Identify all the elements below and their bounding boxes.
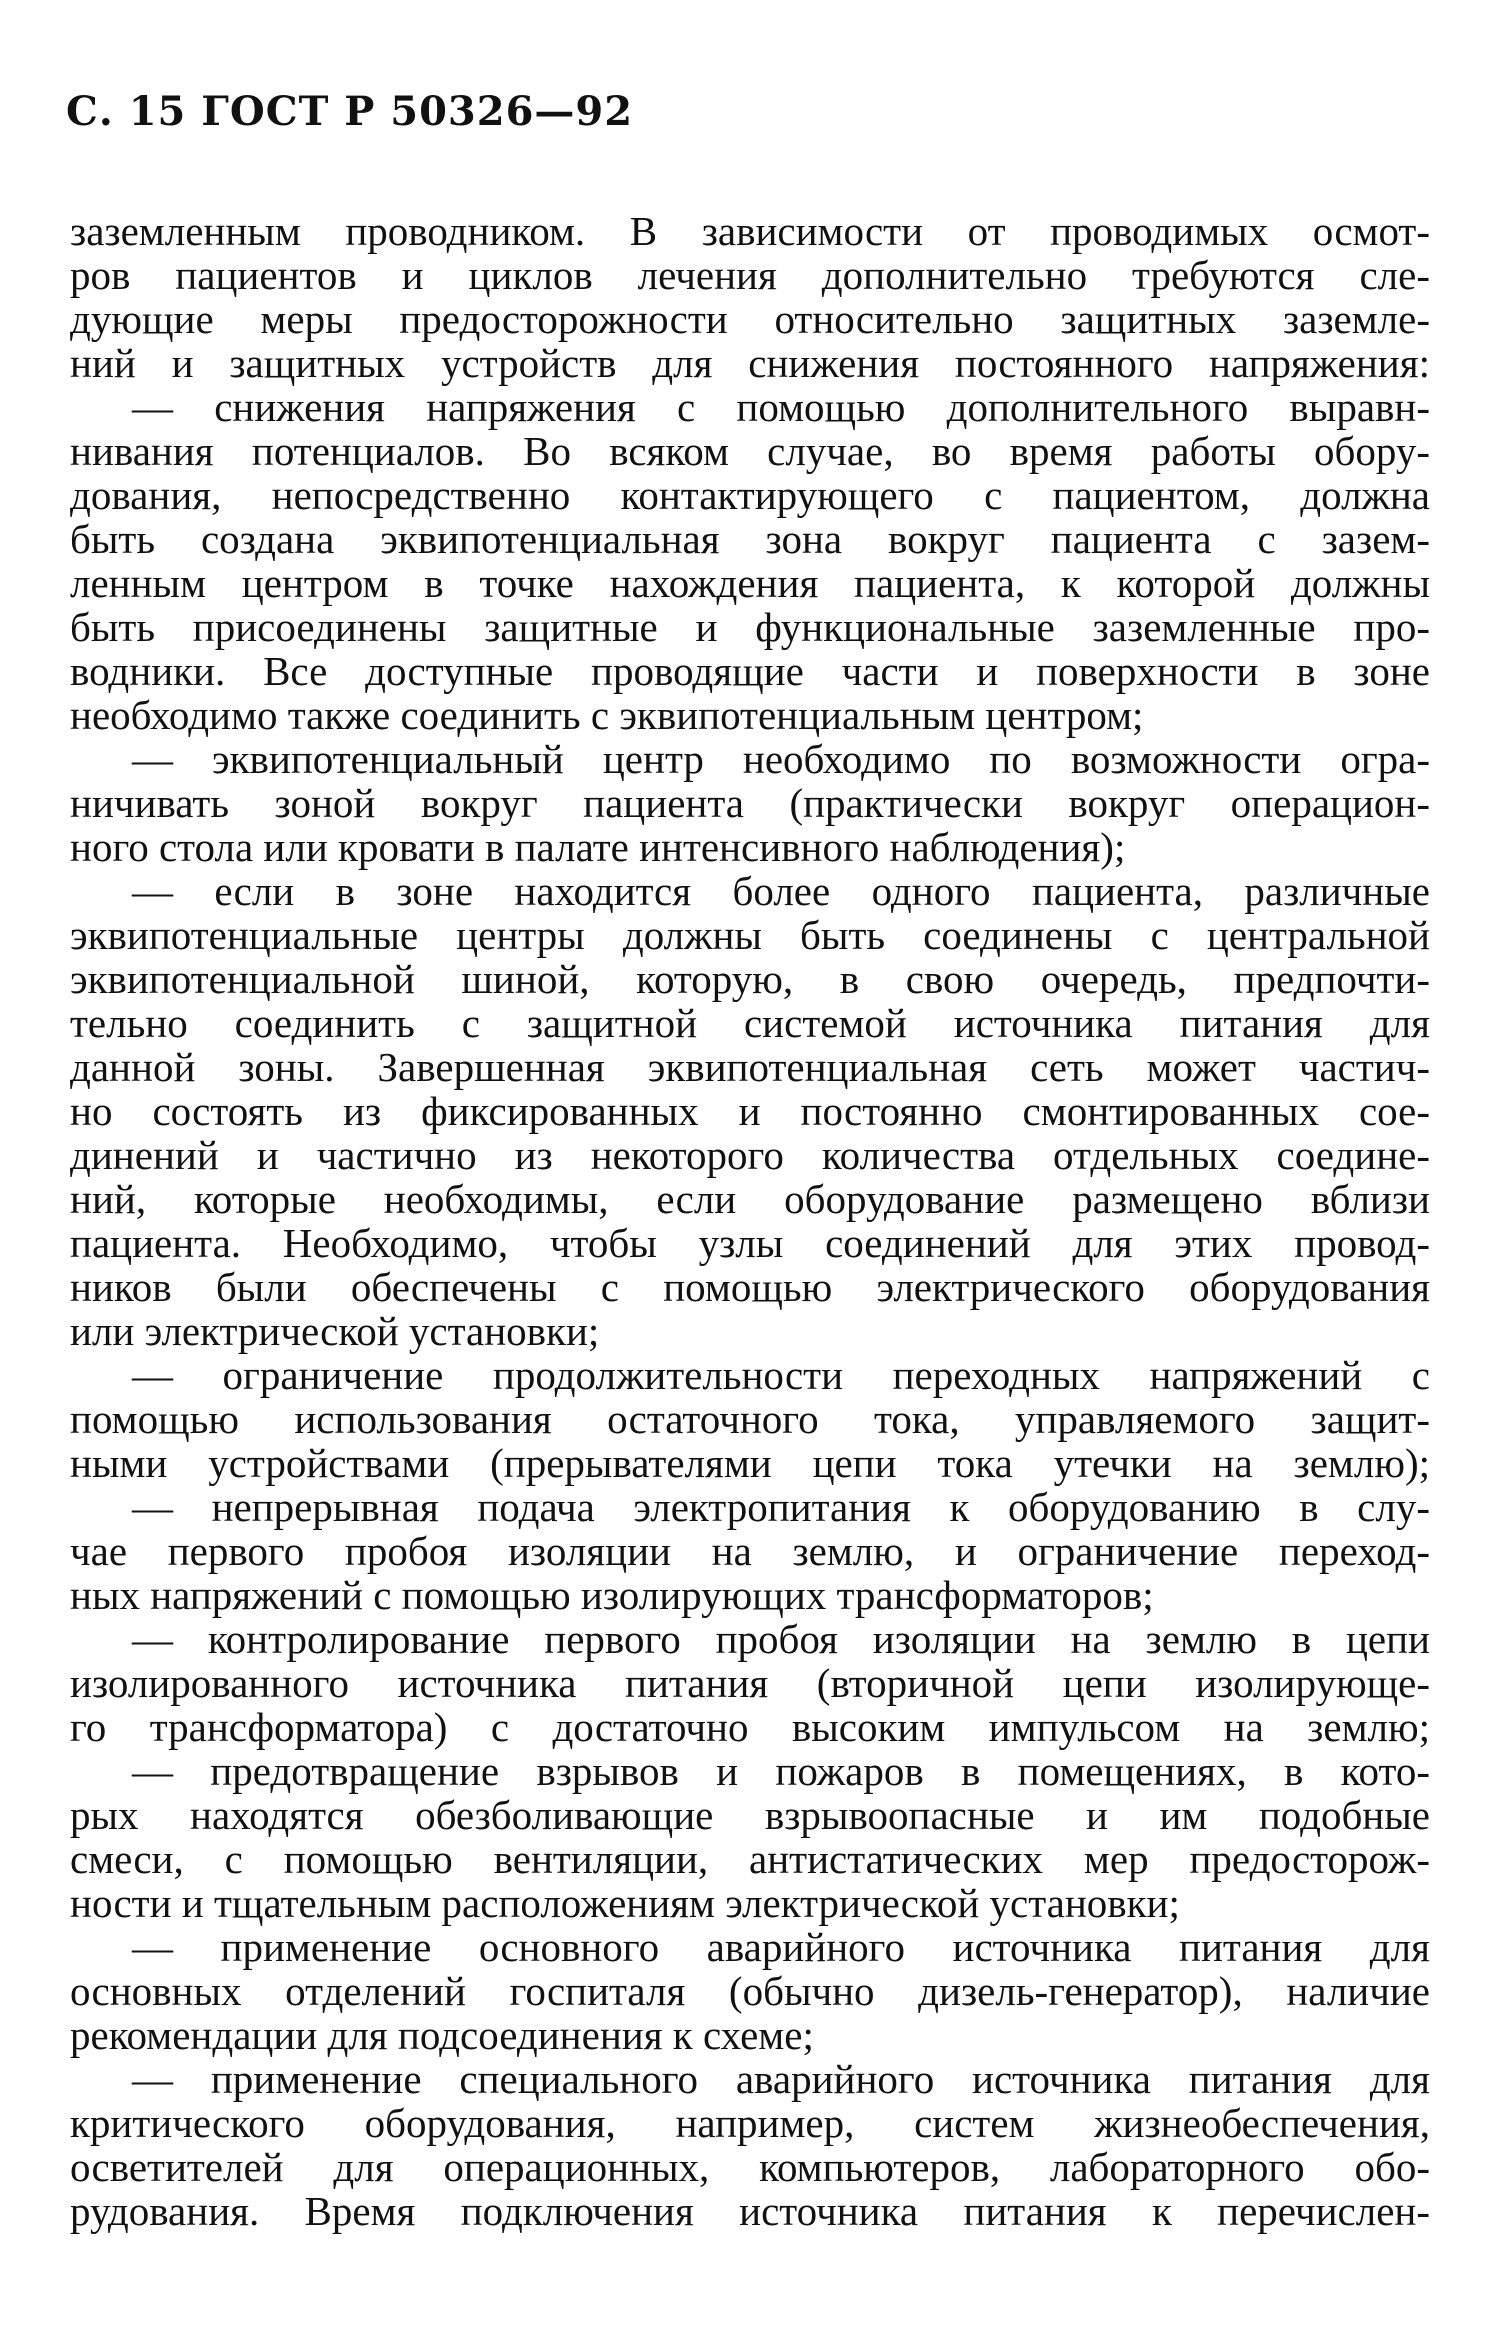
text-line: осветителей для операционных, компьютеров, лабораторного обо- <box>70 2144 1430 2190</box>
text-line: — применение специального аварийного источника питания для <box>132 2056 1430 2102</box>
text-line: — ограничение продолжительности переходных напряжений с <box>132 1352 1430 1398</box>
text-line: помощью использования остаточного тока, управляемого защит- <box>70 1396 1430 1442</box>
text-line: ний, которые необходимы, если оборудование размещено вблизи <box>70 1176 1430 1222</box>
text-line: водники. Все доступные проводящие части и поверхности в зоне <box>70 648 1430 694</box>
text-line: рудования. Время подключения источника питания к перечислен- <box>70 2188 1430 2234</box>
text-line: — снижения напряжения с помощью дополнительного выравн- <box>132 384 1430 430</box>
text-line: дования, непосредственно контактирующего с пациентом, должна <box>70 472 1430 518</box>
text-line: — непрерывная подача электропитания к оборудованию в слу- <box>132 1484 1430 1530</box>
text-line: — контролирование первого пробоя изоляции на землю в цепи <box>132 1616 1430 1662</box>
text-line: ных напряжений с помощью изолирующих трансформаторов; <box>70 1572 1154 1618</box>
text-line: ленным центром в точке нахождения пациента, к которой должны <box>70 560 1430 606</box>
text-line: чае первого пробоя изоляции на землю, и ограничение переход- <box>70 1528 1430 1574</box>
text-line: эквипотенциальной шиной, которую, в свою очередь, предпочти- <box>70 956 1430 1002</box>
text-line: ний и защитных устройств для снижения постоянного напряжения: <box>70 340 1430 386</box>
text-line: пациента. Необходимо, чтобы узлы соединений для этих провод- <box>70 1220 1430 1266</box>
text-line: ности и тщательным расположениям электрической установки; <box>70 1880 1180 1926</box>
text-line: — эквипотенциальный центр необходимо по возможности огра- <box>132 736 1430 782</box>
text-line: изолированного источника питания (вторичной цепи изолирующе- <box>70 1660 1430 1706</box>
text-line: основных отделений госпиталя (обычно дизель-генератор), наличие <box>70 1968 1430 2014</box>
text-line: необходимо также соединить с эквипотенциальным центром; <box>70 692 1144 738</box>
text-line: эквипотенциальные центры должны быть соединены с центральной <box>70 912 1430 958</box>
text-line: или электрической установки; <box>70 1308 600 1354</box>
text-line: быть создана эквипотенциальная зона вокруг пациента с зазем- <box>70 516 1430 562</box>
page-header: С. 15 ГОСТ Р 50326—92 <box>66 88 634 135</box>
text-line: — предотвращение взрывов и пожаров в помещениях, в кото- <box>132 1748 1430 1794</box>
text-line: ными устройствами (прерывателями цепи тока утечки на землю); <box>70 1440 1430 1486</box>
text-line: ного стола или кровати в палате интенсивного наблюдения); <box>70 824 1126 870</box>
text-line: — применение основного аварийного источника питания для <box>132 1924 1430 1970</box>
text-line: но состоять из фиксированных и постоянно смонтированных сое- <box>70 1088 1430 1134</box>
text-line: быть присоединены защитные и функциональные заземленные про- <box>70 604 1430 650</box>
text-line: тельно соединить с защитной системой источника питания для <box>70 1000 1430 1046</box>
text-line: данной зоны. Завершенная эквипотенциальная сеть может частич- <box>70 1044 1430 1090</box>
text-line: го трансформатора) с достаточно высоким импульсом на землю; <box>70 1704 1430 1750</box>
text-line: ничивать зоной вокруг пациента (практически вокруг операцион- <box>70 780 1430 826</box>
text-line: рых находятся обезболивающие взрывоопасные и им подобные <box>70 1792 1430 1838</box>
text-line: смеси, с помощью вентиляции, антистатических мер предосторож- <box>70 1836 1430 1882</box>
text-line: нивания потенциалов. Во всяком случае, во время работы обору- <box>70 428 1430 474</box>
text-line: ников были обеспечены с помощью электрического оборудования <box>70 1264 1430 1310</box>
text-line: дующие меры предосторожности относительно защитных заземле- <box>70 296 1430 342</box>
text-line: рекомендации для подсоединения к схеме; <box>70 2012 814 2058</box>
text-line: критического оборудования, например, систем жизнеобеспечения, <box>70 2100 1430 2146</box>
text-line: динений и частично из некоторого количества отдельных соедине- <box>70 1132 1430 1178</box>
text-line: ров пациентов и циклов лечения дополнительно требуются сле- <box>70 252 1430 298</box>
text-line: заземленным проводником. В зависимости от проводимых осмот- <box>70 208 1430 254</box>
text-line: — если в зоне находится более одного пациента, различные <box>132 868 1430 914</box>
